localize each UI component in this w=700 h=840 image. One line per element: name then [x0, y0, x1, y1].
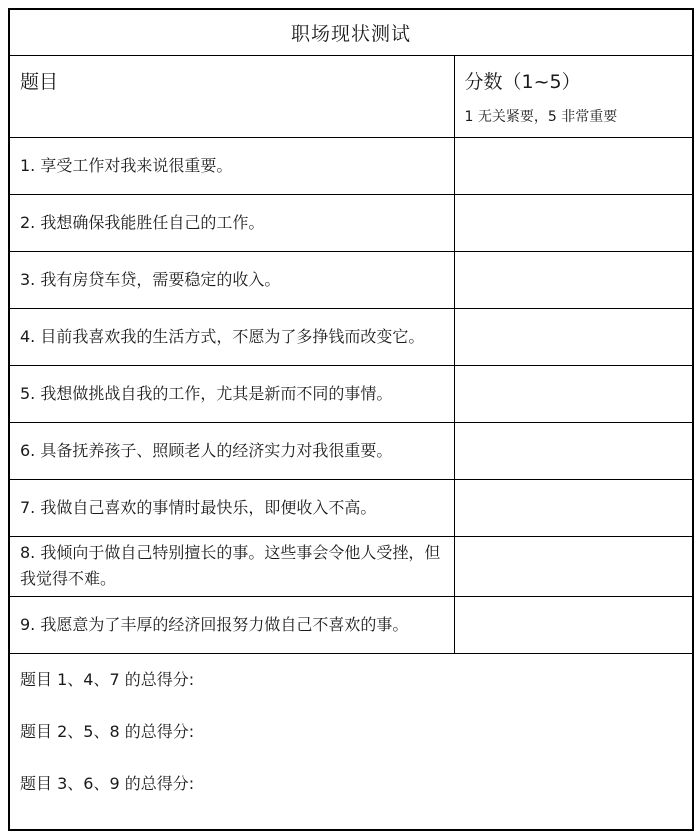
total-line-2-5-8: 题目 2、5、8 的总得分:: [20, 721, 195, 741]
totals-row: [9, 653, 693, 830]
question-text: 6. 具备抚养孩子、照顾老人的经济实力对我很重要。: [9, 422, 454, 479]
score-column-label: 分数（1~5）: [464, 70, 581, 93]
score-cell[interactable]: [454, 479, 693, 536]
table-row: [9, 308, 693, 365]
question-text: 9. 我愿意为了丰厚的经济回报努力做自己不喜欢的事。: [9, 596, 454, 653]
table-row: [9, 137, 693, 194]
table-row: [9, 194, 693, 251]
totals-section: [9, 653, 693, 830]
question-text: 5. 我想做挑战自我的工作，尤其是新而不同的事情。: [9, 365, 454, 422]
question-text: 7. 我做自己喜欢的事情时最快乐，即便收入不高。: [9, 479, 454, 536]
table-row: [9, 479, 693, 536]
table-row: [9, 365, 693, 422]
score-cell[interactable]: [454, 365, 693, 422]
column-header-question: [9, 55, 454, 137]
score-cell[interactable]: [454, 251, 693, 308]
score-cell[interactable]: [454, 422, 693, 479]
score-cell[interactable]: [454, 536, 693, 596]
table-row: [9, 251, 693, 308]
score-scale-note: 1 无关紧要，5 非常重要: [464, 108, 618, 125]
column-header-score: [454, 55, 693, 137]
question-text: 2. 我想确保我能胜任自己的工作。: [9, 194, 454, 251]
assessment-table: [8, 8, 694, 831]
question-text: 8. 我倾向于做自己特别擅长的事。这些事会令他人受挫，但我觉得不难。: [9, 536, 454, 596]
question-text: 3. 我有房贷车贷，需要稳定的收入。: [9, 251, 454, 308]
header-row: [9, 55, 693, 137]
total-line-3-6-9: 题目 3、6、9 的总得分:: [20, 773, 195, 793]
total-line-1-4-7: 题目 1、4、7 的总得分:: [20, 669, 195, 689]
score-cell[interactable]: [454, 137, 693, 194]
page-title: 职场现状测试: [9, 9, 693, 55]
question-text: 4. 目前我喜欢我的生活方式，不愿为了多挣钱而改变它。: [9, 308, 454, 365]
score-cell[interactable]: [454, 308, 693, 365]
table-row: [9, 422, 693, 479]
score-cell[interactable]: [454, 194, 693, 251]
title-row: [9, 9, 693, 55]
question-column-label: 题目: [20, 70, 59, 93]
table-row: [9, 596, 693, 653]
question-text: 1. 享受工作对我来说很重要。: [9, 137, 454, 194]
table-row: [9, 536, 693, 596]
score-cell[interactable]: [454, 596, 693, 653]
